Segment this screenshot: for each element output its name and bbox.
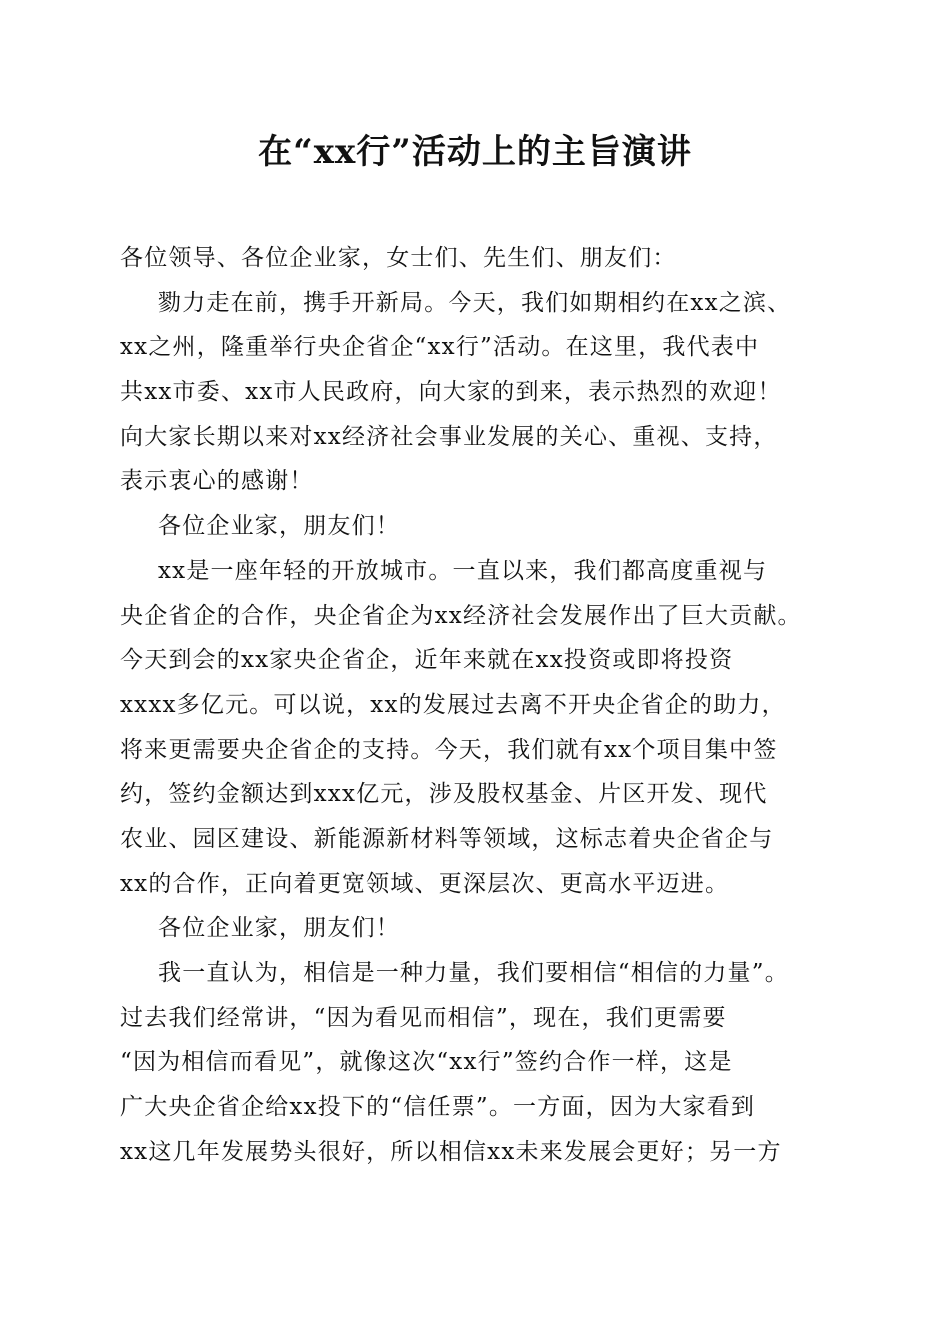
- document-title: 在“xx行”活动上的主旨演讲: [258, 132, 692, 172]
- paragraph-line: 约，签约金额达到xxx亿元，涉及股权基金、片区开发、现代: [120, 781, 768, 808]
- paragraph-line: 过去我们经常讲，“因为看见而相信”，现在，我们更需要: [120, 1004, 727, 1031]
- paragraph-line: 央企省企的合作，央企省企为xx经济社会发展作出了巨大贡献。: [120, 602, 802, 629]
- paragraph-line: xxxx多亿元。可以说，xx的发展过去离不开央企省企的助力，: [120, 691, 786, 718]
- paragraph-line: xx是一座年轻的开放城市。一直以来，我们都高度重视与: [158, 557, 768, 584]
- paragraph-line: 表示衷心的感谢！: [120, 468, 314, 495]
- salutation-line: 各位领导、各位企业家，女士们、先生们、朋友们：: [120, 245, 677, 271]
- paragraph-line: 将来更需要央企省企的支持。今天，我们就有xx个项目集中签: [120, 736, 778, 763]
- paragraph-line: “因为相信而看见”，就像这次“xx行”签约合作一样，这是: [120, 1049, 733, 1076]
- paragraph-line: 向大家长期以来对xx经济社会事业发展的关心、重视、支持，: [120, 423, 778, 450]
- paragraph-line: xx这几年发展势头很好，所以相信xx未来发展会更好；另一方: [120, 1138, 782, 1165]
- paragraph-line: 勠力走在前，携手开新局。今天，我们如期相约在xx之滨、: [158, 289, 792, 316]
- paragraph-line: 广大央企省企给xx投下的“信任票”。一方面，因为大家看到: [120, 1094, 756, 1121]
- salutation-line: 各位企业家，朋友们！: [158, 513, 400, 540]
- document-body: [120, 236, 840, 1174]
- paragraph-line: xx的合作，正向着更宽领域、更深层次、更高水平迈进。: [120, 870, 730, 897]
- paragraph-line: 今天到会的xx家央企省企，近年来就在xx投资或即将投资: [120, 647, 734, 674]
- paragraph-line: 我一直认为，相信是一种力量，我们要相信“相信的力量”。: [158, 960, 789, 986]
- salutation-line: 各位企业家，朋友们！: [158, 915, 400, 942]
- paragraph-line: 共xx市委、xx市人民政府，向大家的到来，表示热烈的欢迎！: [120, 379, 782, 406]
- paragraph-line: xx之州，隆重举行央企省企“xx行”活动。在这里，我代表中: [120, 334, 760, 361]
- paragraph-line: 农业、园区建设、新能源新材料等领域，这标志着央企省企与: [120, 825, 774, 852]
